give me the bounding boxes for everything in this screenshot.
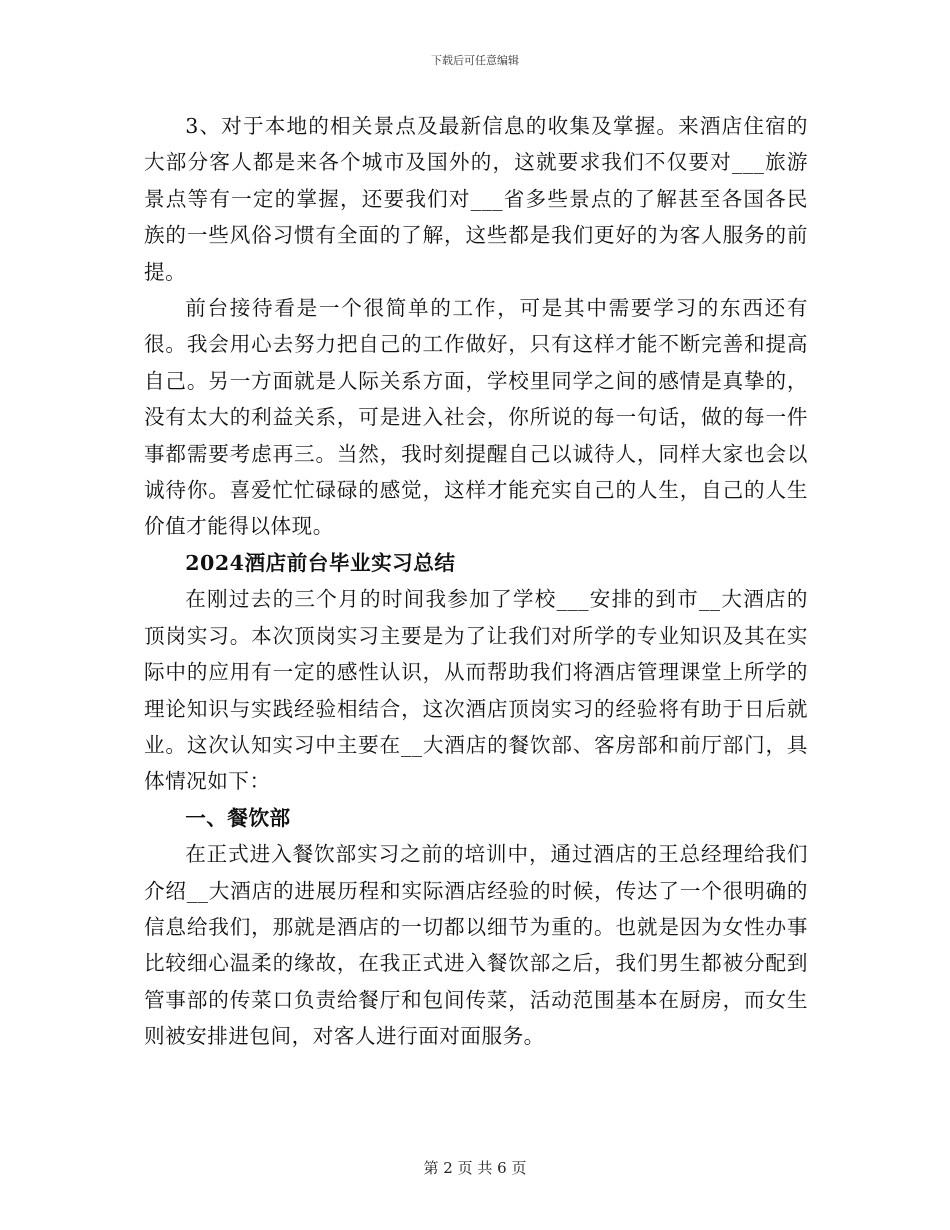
document-title: 2024酒店前台毕业实习总结: [185, 550, 456, 575]
paragraph-catering-training: 在正式进入餐饮部实习之前的培训中，通过酒店的王总经理给我们介绍__大酒店的进展历程和实际酒店经验的时候，传达了一个很明确的信息给我们，那就是酒店的一切都以细节为重的。也就是因为女性办事比较细心温柔的缘故，在我正式进入餐饮部之后，我们男生都被分配到管事部的传菜口负责给餐厅和包间传菜，活动范围基本在厨房，而女生则被安排进包间，对客人进行面对面服务。: [144, 842, 808, 1049]
page-header: 下载后可任意编辑: [431, 54, 519, 67]
paragraph-internship-intro: 在刚过去的三个月的时间我参加了学校___安排的到市__大酒店的顶岗实习。本次顶岗实习主要是为了让我们对所学的专业知识及其在实际中的应用有一定的感性认识，从而帮助我们将酒店管理课堂上所学的理论知识与实践经验相结合，这次酒店顶岗实习的经验将有助于日后就业。这次认知实习中主要在__大酒店的餐饮部、客房部和前厅部门，具体情况如下：: [144, 587, 808, 794]
section-heading-catering: 一、餐饮部: [185, 805, 291, 830]
document-body: [144, 108, 808, 1055]
paragraph-scenic-info: 3、对于本地的相关景点及最新信息的收集及掌握。来酒店住宿的大部分客人都是来各个城市及国外的，这就要求我们不仅要对___旅游景点等有一定的掌握，还要我们对___省多些景点的了解甚至各国各民族的一些风俗习惯有全面的了解，这些都是我们更好的为客人服务的前提。: [144, 114, 808, 284]
page-number: 第 2 页 共 6 页: [423, 1159, 527, 1177]
paragraph-reception-work: 前台接待看是一个很简单的工作，可是其中需要学习的东西还有很。我会用心去努力把自己的工作做好，只有这样才能不断完善和提高自己。另一方面就是人际关系方面，学校里同学之间的感情是真挚的，没有太大的利益关系，可是进入社会，你所说的每一句话，做的每一件事都需要考虑再三。当然，我时刻提醒自己以诚待人，同样大家也会以诚待你。喜爱忙忙碌碌的感觉，这样才能充实自己的人生，自己的人生价值才能得以体现。: [144, 296, 808, 539]
